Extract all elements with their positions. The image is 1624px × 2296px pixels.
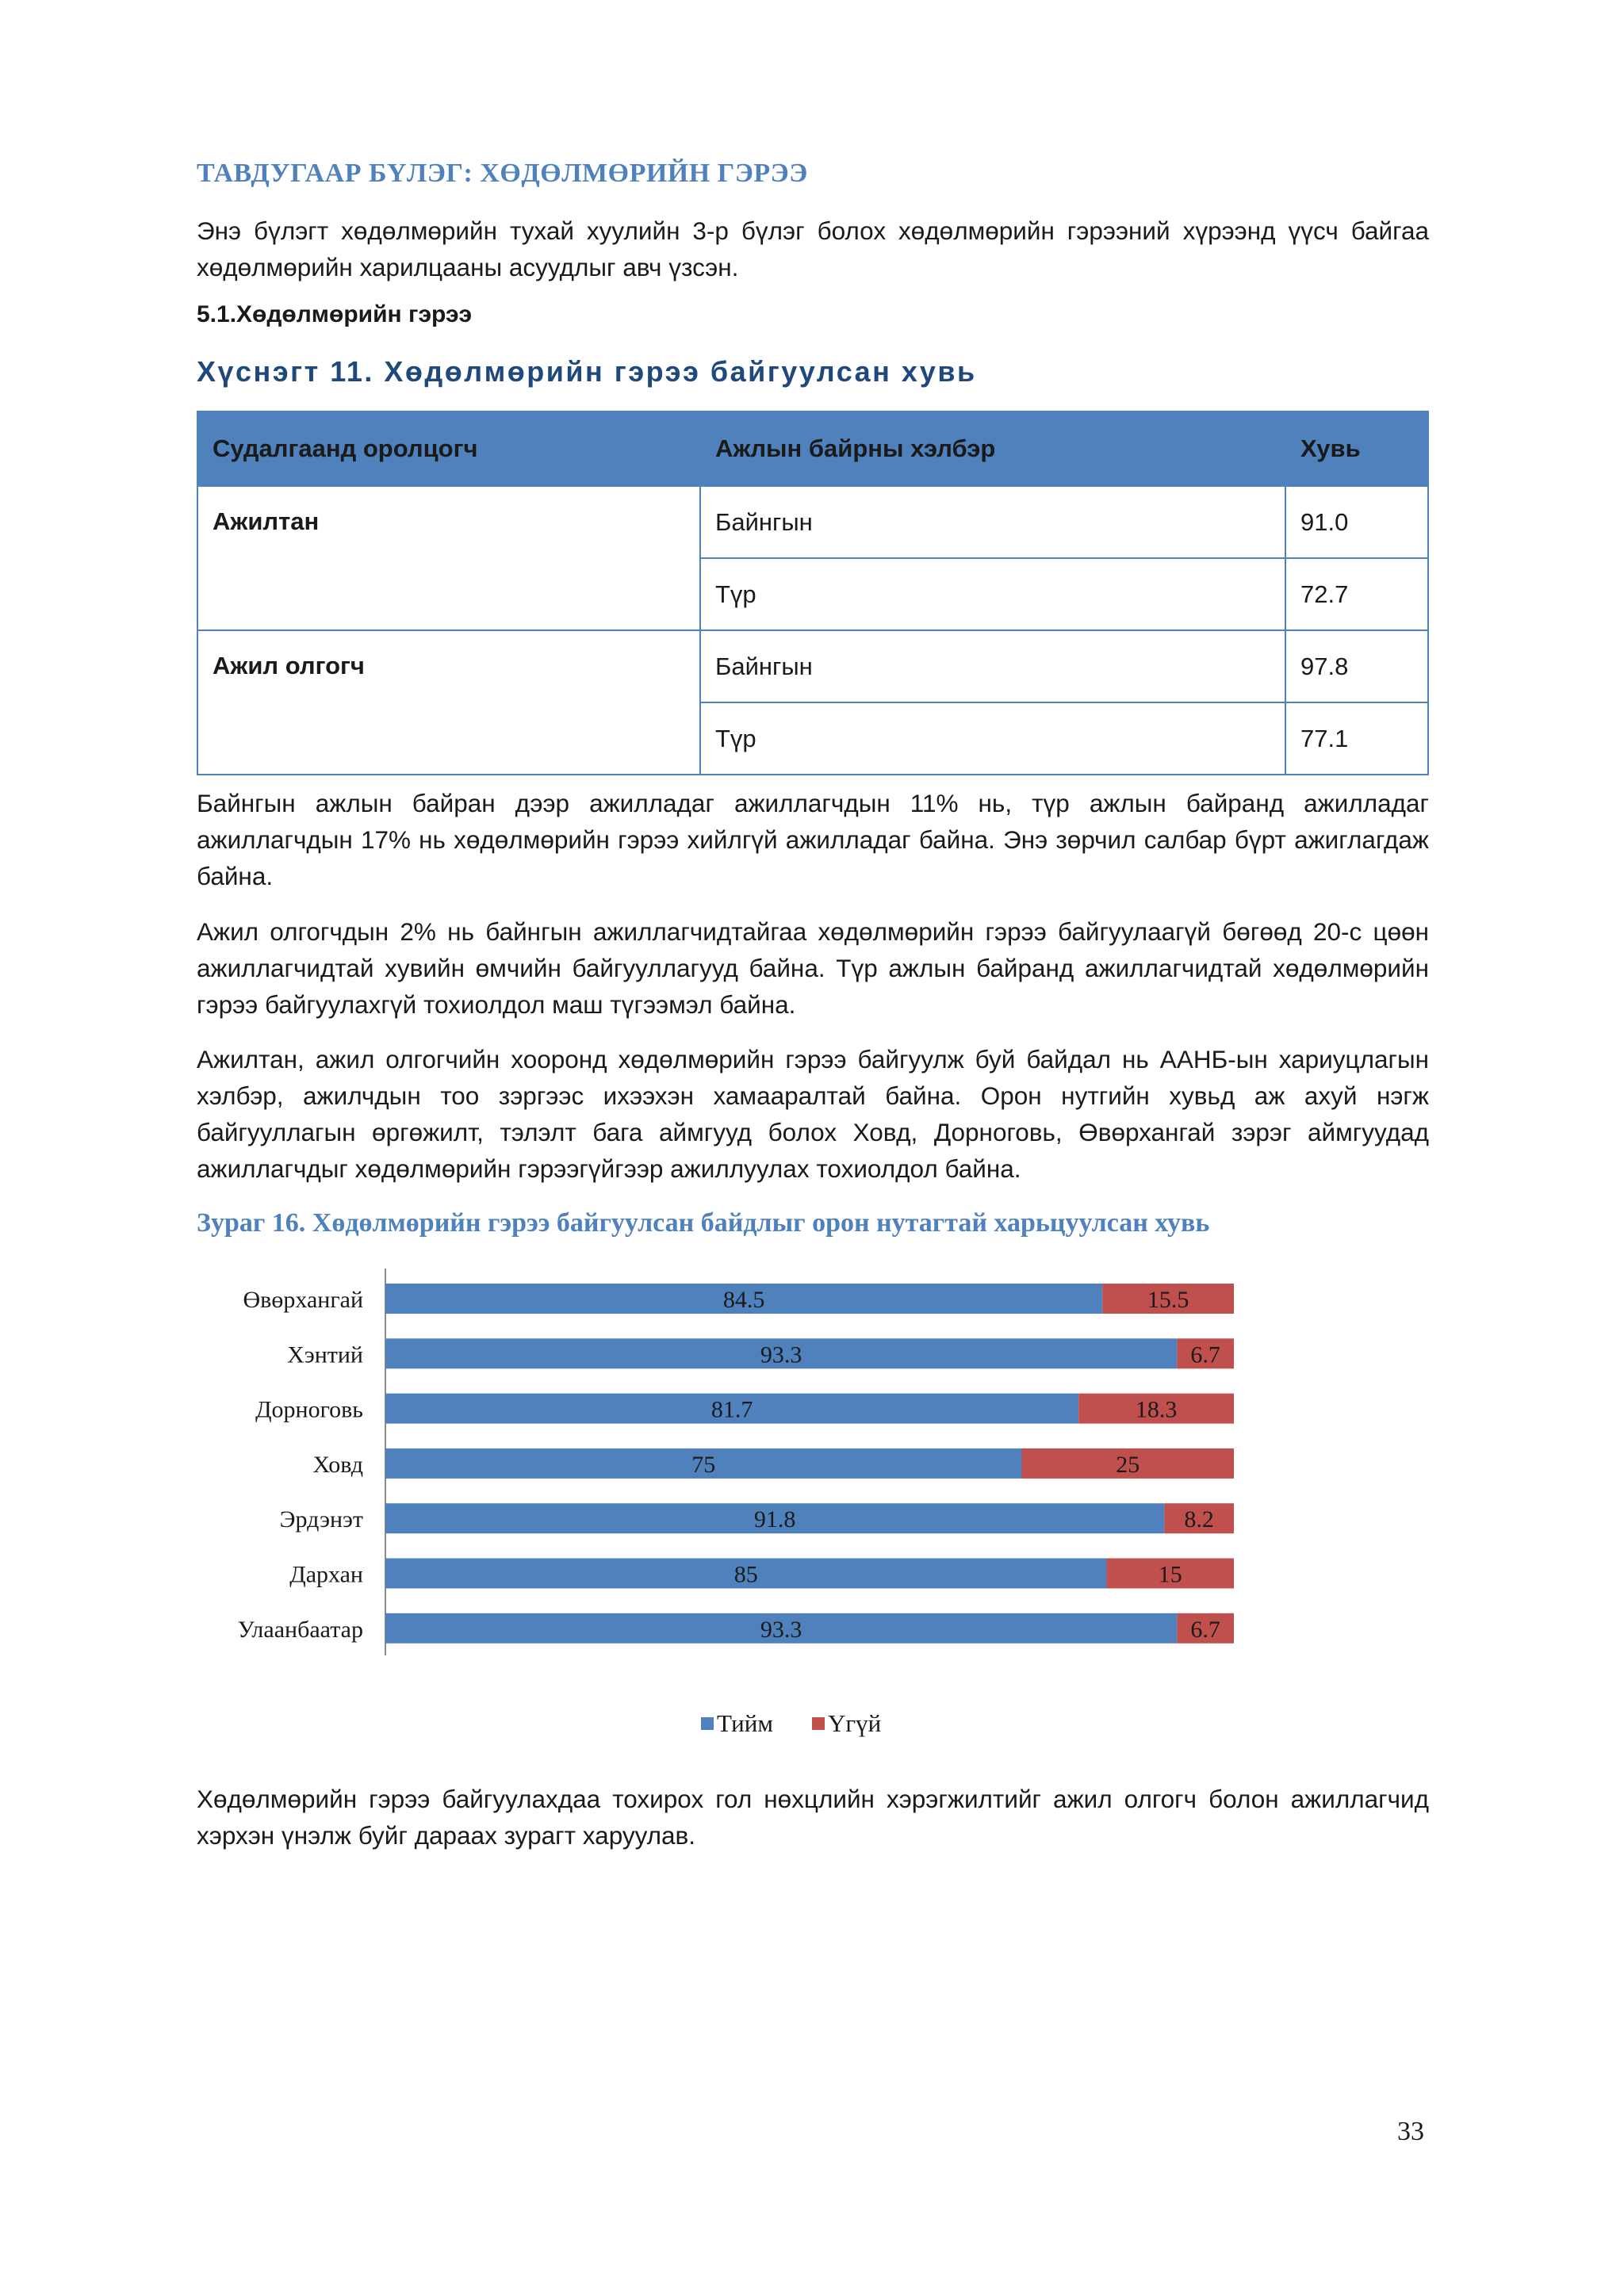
contract-rate-table — [197, 411, 1429, 775]
participant-cell: Ажил олгогч — [197, 630, 700, 775]
legend-swatch-tiim — [701, 1717, 714, 1730]
figure-caption: Зураг 16. Хөдөлмөрийн гэрээ байгуулсан байдлыг орон нутагтай харьцуулсан хувь — [197, 1208, 1210, 1238]
workplace-type-cell: Түр — [700, 702, 1285, 775]
table-caption: Хүснэгт 11. Хөдөлмөрийн гэрээ байгуулсан хувь — [197, 355, 977, 388]
page-number: 33 — [1397, 2117, 1424, 2146]
body-paragraph-4: Хөдөлмөрийн гэрээ байгуулахдаа тохирох гол нөхцлийн хэрэгжилтийг ажил олгогч болон ажиллагчид хэрхэн үнэлж буйг дараах зурагт харуулав. — [197, 1785, 1429, 1850]
table-row — [197, 630, 1428, 702]
table-row — [197, 486, 1428, 558]
data-label: 81.7 — [710, 1396, 753, 1423]
legend-label: Тийм — [717, 1709, 773, 1737]
data-label: 15.5 — [1147, 1287, 1189, 1313]
data-label: 91.8 — [753, 1506, 796, 1533]
header-participant: Судалгаанд оролцогч — [197, 411, 700, 486]
percent-cell: 77.1 — [1285, 702, 1428, 775]
legend-label: Үгүй — [828, 1709, 882, 1737]
category-label: Ховд — [312, 1451, 363, 1478]
body-paragraph-1: Байнгын ажлын байран дээр ажилладаг ажиллагчдын 11% нь, түр ажлын байранд ажилладаг ажиллагчдын 17% нь хөдөлмөрийн гэрээ хийлгүй ажилладаг байна. Энэ зөрчил салбар бүрт ажиглагдаж байна. — [197, 789, 1429, 890]
category-label: Өвөрхангай — [243, 1287, 363, 1313]
category-label: Дорноговь — [255, 1396, 363, 1423]
workplace-type-cell: Байнгын — [700, 630, 1285, 702]
workplace-type-cell: Байнгын — [700, 486, 1285, 558]
participant-cell: Ажилтан — [197, 486, 700, 630]
percent-cell: 91.0 — [1285, 486, 1428, 558]
intro-paragraph: Энэ бүлэгт хөдөлмөрийн тухай хуулийн 3-р бүлэг болох хөдөлмөрийн гэрээний хүрээнд үүсч байгаа хөдөлмөрийн харилцааны асуудлыг авч үзсэн. — [197, 216, 1429, 281]
body-paragraph-2: Ажил олгогчдын 2% нь байнгын ажиллагчидтайгаа хөдөлмөрийн гэрээ байгуулаагүй бөгөөд 20-с цөөн ажиллагчидтай хувийн өмчийн байгууллагууд байна. Түр ажлын байранд ажиллагчидтай хөдөлмөрийн гэрээ байгуулахгүй тохиолдол маш түгээмэл байна. — [197, 917, 1429, 1019]
data-label: 85 — [733, 1561, 758, 1588]
workplace-type-cell: Түр — [700, 558, 1285, 630]
data-label: 8.2 — [1184, 1506, 1214, 1533]
data-label: 25 — [1116, 1451, 1140, 1478]
data-label: 84.5 — [722, 1287, 765, 1313]
category-label: Хэнтий — [287, 1341, 363, 1368]
header-percent: Хувь — [1285, 411, 1428, 486]
section-title: 5.1.Хөдөлмөрийн гэрээ — [197, 301, 473, 327]
data-label: 6.7 — [1190, 1616, 1220, 1643]
legend-swatch-ugui — [812, 1717, 825, 1730]
data-label: 18.3 — [1135, 1396, 1178, 1423]
data-label: 6.7 — [1190, 1341, 1220, 1368]
percent-cell: 97.8 — [1285, 630, 1428, 702]
percent-cell: 72.7 — [1285, 558, 1428, 630]
data-label: 75 — [691, 1451, 716, 1478]
data-label: 93.3 — [760, 1616, 802, 1643]
body-paragraph-3: Ажилтан, ажил олгогчийн хооронд хөдөлмөрийн гэрээ байгуулж буй байдал нь ААНБ-ын хариуцлагын хэлбэр, ажилчдын тоо зэргээс ихээхэн хамааралтай байна. Орон нутгийн хувьд аж ахуй нэгж байгууллагын өргөжилт, тэлэлт бага аймгууд болох Ховд, Дорноговь, Өвөрхангай зэрэг аймгуудад ажиллагчдыг хөдөлмөрийн гэрээгүйгээр ажиллуулах тохиолдол байна. — [197, 1045, 1429, 1183]
data-label: 93.3 — [760, 1341, 802, 1368]
table-header-row — [197, 411, 1428, 486]
data-label: 15 — [1158, 1561, 1182, 1588]
header-workplace-type: Ажлын байрны хэлбэр — [700, 411, 1285, 486]
category-label: Улаанбаатар — [237, 1616, 363, 1643]
category-label: Эрдэнэт — [279, 1506, 363, 1533]
chapter-title: ТАВДУГААР БҮЛЭГ: ХӨДӨЛМӨРИЙН ГЭРЭЭ — [197, 159, 808, 188]
category-label: Дархан — [289, 1561, 363, 1588]
regional-contract-chart — [198, 1269, 1285, 1760]
